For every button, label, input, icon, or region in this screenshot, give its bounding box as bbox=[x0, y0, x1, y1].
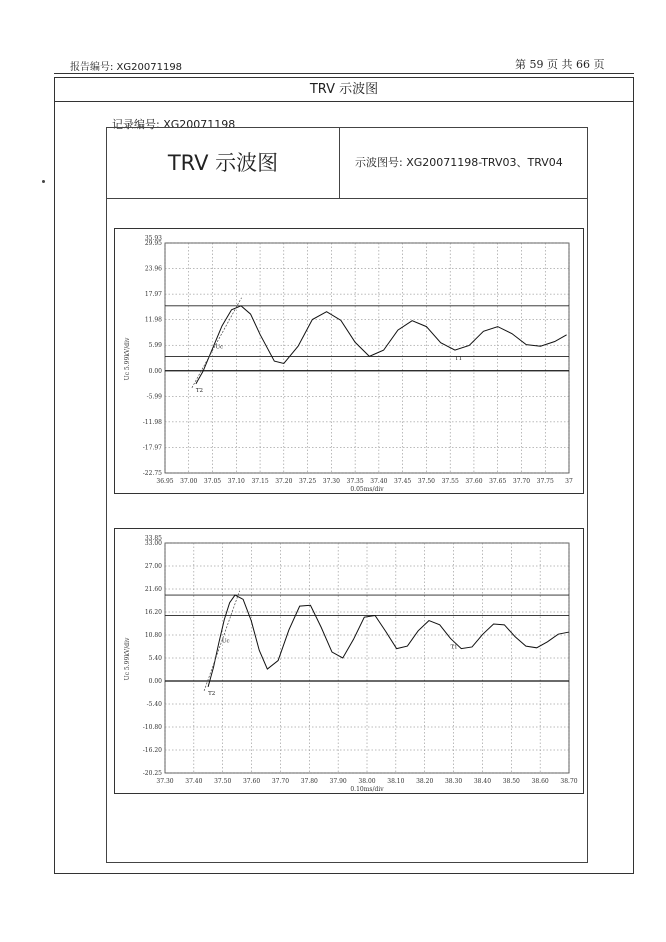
chart-2-x-tick-label: 38.00 bbox=[358, 778, 376, 785]
chart-1-x-tick-label: 37.25 bbox=[298, 478, 317, 485]
panel-title: TRV 示波图 bbox=[107, 128, 340, 198]
chart-2-x-tick-label: 37.90 bbox=[329, 778, 347, 785]
chart-2-y-tick-label: 21.60 bbox=[144, 586, 162, 593]
chart-2-y-tick-label: -16.20 bbox=[142, 747, 162, 754]
chart-2-x-tick-label: 37.60 bbox=[242, 778, 261, 785]
oscillogram-number: 示波图号: XG20071198-TRV03、TRV04 bbox=[355, 156, 563, 169]
chart-1-x-tick-label: 37.75 bbox=[536, 478, 554, 485]
chart-1-x-tick-label: 37.05 bbox=[203, 478, 222, 485]
chart-1-annotation: T2 bbox=[195, 387, 204, 394]
chart-1-rise-tangent bbox=[192, 298, 242, 388]
chart-2-x-tick-label: 38.50 bbox=[502, 778, 520, 785]
chart-1-annotation: T1 bbox=[454, 356, 463, 363]
chart-2-x-tick-label: 37.30 bbox=[156, 778, 174, 785]
chart-1-x-tick-label: 37.70 bbox=[512, 478, 531, 485]
chart-1-x-tick-label: 37.40 bbox=[370, 478, 388, 485]
chart-2-annotation: T1 bbox=[450, 644, 458, 651]
chart-2-trv-curve bbox=[208, 595, 569, 687]
header-rule bbox=[54, 73, 634, 74]
chart-1-x-tick-label: 37.20 bbox=[275, 478, 293, 485]
chart-1-annotation: Uc bbox=[215, 344, 224, 351]
chart-1-x-tick-label: 36.95 bbox=[156, 478, 174, 485]
chart-1-y-tick-label: -17.97 bbox=[142, 444, 162, 452]
chart-1-x-axis-label: 0.05ms/div bbox=[350, 486, 384, 493]
chart-1-y-tick-label: 23.96 bbox=[144, 265, 162, 273]
chart-1-x-tick-label: 37.30 bbox=[322, 478, 340, 485]
chart-2-y-tick-label: -10.80 bbox=[142, 724, 162, 731]
chart-1-y-tick-label: -11.98 bbox=[142, 418, 162, 426]
chart-2-svg bbox=[115, 529, 583, 793]
chart-1-y-tick-label: 29.95 bbox=[144, 240, 162, 247]
margin-dot bbox=[42, 180, 45, 183]
chart-2-y-tick-label: 10.80 bbox=[144, 632, 162, 639]
oscillogram-chart-1 bbox=[114, 228, 584, 494]
chart-1-plot-area bbox=[165, 243, 569, 473]
chart-1-x-tick-label: 37.35 bbox=[346, 478, 364, 485]
chart-2-y-axis-label: Uc 5.99kV/div bbox=[124, 637, 131, 681]
chart-2-x-tick-label: 38.10 bbox=[387, 778, 405, 785]
chart-2-y-tick-label: 16.20 bbox=[144, 609, 162, 616]
chart-1-x-tick-label: 37.00 bbox=[180, 478, 198, 485]
chart-2-x-tick-label: 37.70 bbox=[271, 778, 290, 785]
chart-1-y-tick-label: -22.75 bbox=[142, 470, 162, 477]
chart-1-x-tick-label: 37.15 bbox=[251, 478, 269, 485]
chart-2-x-tick-label: 37.80 bbox=[300, 778, 318, 785]
page-info: 第 59 页 共 66 页 bbox=[515, 58, 605, 71]
chart-2-x-tick-label: 38.30 bbox=[444, 778, 463, 785]
chart-2-x-tick-label: 37.40 bbox=[185, 778, 203, 785]
chart-1-y-tick-label: -5.99 bbox=[146, 393, 162, 401]
chart-2-x-tick-label: 38.40 bbox=[473, 778, 492, 785]
chart-2-y-tick-label: 33.00 bbox=[144, 540, 162, 547]
section-title: TRV 示波图 bbox=[55, 78, 633, 102]
chart-2-annotation: T2 bbox=[208, 690, 216, 697]
chart-1-y-tick-label: 11.98 bbox=[144, 316, 162, 324]
chart-2-x-tick-label: 38.60 bbox=[531, 778, 549, 785]
chart-1-y-tick-label: 5.99 bbox=[148, 342, 162, 350]
chart-2-y-tick-label: -20.25 bbox=[142, 770, 162, 777]
chart-1-x-tick-label: 37.45 bbox=[394, 478, 412, 485]
chart-2-x-axis-label: 0.10ms/div bbox=[350, 786, 384, 793]
chart-1-y-axis-label: Uc 5.99kV/div bbox=[124, 337, 131, 381]
chart-2-x-tick-label: 38.20 bbox=[416, 778, 434, 785]
chart-1-x-tick-label: 37 bbox=[565, 478, 573, 485]
chart-1-svg bbox=[115, 229, 583, 493]
chart-1-x-tick-label: 37.65 bbox=[489, 478, 507, 485]
chart-1-y-tick-label: 17.97 bbox=[144, 291, 162, 299]
chart-2-y-tick-label: 0.00 bbox=[148, 678, 162, 685]
chart-1-trv-curve bbox=[196, 306, 567, 384]
chart-2-x-tick-label: 37.50 bbox=[214, 778, 232, 785]
chart-2-y-tick-label: 27.00 bbox=[144, 563, 162, 570]
chart-1-x-tick-label: 37.50 bbox=[417, 478, 436, 485]
panel-title-row bbox=[107, 128, 587, 199]
chart-2-annotation: Uc bbox=[221, 638, 230, 645]
report-number: 报告编号: XG20071198 bbox=[70, 62, 183, 73]
chart-1-y-top-label: 35.93 bbox=[144, 235, 162, 242]
chart-1-y-tick-label: 0.00 bbox=[148, 367, 162, 375]
chart-1-x-tick-label: 37.55 bbox=[441, 478, 459, 485]
chart-1-x-tick-label: 37.60 bbox=[465, 478, 483, 485]
chart-2-x-tick-label: 38.70 bbox=[560, 778, 578, 785]
chart-2-y-tick-label: -5.40 bbox=[146, 701, 162, 708]
record-number: 记录编号: XG20071198 bbox=[112, 118, 236, 131]
chart-1-x-tick-label: 37.10 bbox=[227, 478, 245, 485]
chart-2-y-top-label: 33.85 bbox=[144, 535, 162, 542]
oscillogram-chart-2 bbox=[114, 528, 584, 794]
chart-2-y-tick-label: 5.40 bbox=[148, 655, 162, 662]
